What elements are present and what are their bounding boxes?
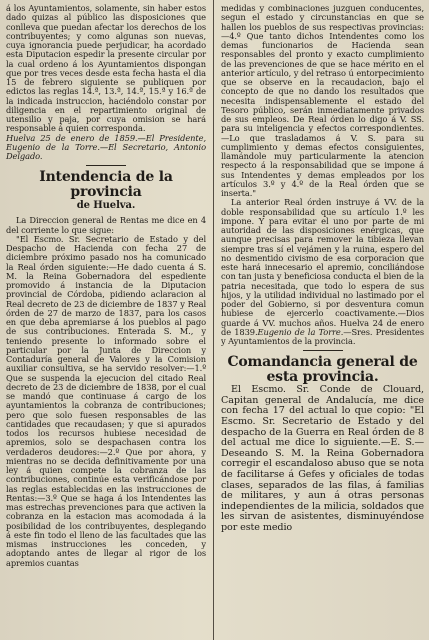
right-column: [221, 4, 424, 534]
section-heading-intendencia: Intendencia de la provincia: [39, 169, 173, 201]
responsibility-text: La anterior Real órden instruye á VV. de la doble responsabilidad que su artículo 1.º les impone. Y para evitar el uno por parte de mi autoridad de las disposiciones enérgicas, que aunque precisas para remover la tibieza llevan siempre tras sí el vejámen y la ruina, espero del no desmentido civismo de esa corporacion que este hará innecesario el apremio, conciliándose con tan justa y beneficiosa conducta el bien de la patria necesitada, que todo lo espera de sus hijos, y la utilidad individual no lastimado por el poder del Gobierno, si por desventura comun hubiese de ejercerlo coactivamente.—Dios guarde á VV. muchos años. Huelva 24 de enero de: [221, 197, 424, 337]
section-heading-comandancia: Comandancia general de esta provincia.: [227, 354, 418, 386]
comandancia-paragraph: El Escmo. Sr. Conde de Clouard, Capitan general de Andalucía, me dice con fecha 17 del actual lo que copio: "El Escmo. Sr. Secretario de Estado y del despacho de la Guerra en Real órden de 8 del actual me dice lo siguiente.—E. S.—Deseando S. M. la Reina Gobernadora corregir el escandaloso abuso que se nota de facilitarse á Gefes y oficiales de todas clases, separados de las filas, á familias de militares, y aun á otras personas independientes de la milicia, soldados que les sirvan de asistentes, disminuyéndose por este medio: [221, 384, 424, 533]
decree-paragraph: "El Escmo. Sr. Secretario de Estado y del Despacho de Hacienda con fecha 27 de diciembre próximo pasado nos ha comunicado la Real órden siguiente:—He dado cuenta á S. M. la Reina Gobernadora del espediente promovido á instancia de la Diputacion provincial de Córdoba, pidiendo aclaracion al Real decreto de 23 de diciembre de 1837 y Real órden de 27 de marzo de 1837, para los casos en que deba apremiarse á los pueblos al pago de sus contribuciones. Enterada S. M., y teniendo presente lo informado sobre el particular por la Junta de Direccion y Contaduría general de Valores y la Comision auxiliar consultiva, se ha servido resolver:—1.º Que se suspenda la ejecucion del citado Real decreto de 23 de diciembre de 1838, por el cual se mandó que continuase á cargo de los ayuntamientos la cobranza de contribuciones; pero que solo fuesen responsables de las cantidades que recaudasen; y que si apurados todos los recursos hubiese necesidad de apremios, solo se despachasen contra los verdaderos deudores:—2.º Que por ahora, y mientras no se decida definitivamente por una ley á quien compete la cobranza de las contribuciones, continúe esta verificándose por las reglas establecidas en las instrucciones de Rentas:—3.º Que se haga á los Intendentes las mas estrechas prevenciones para que activen la cobranza en la estacion mas acomodada á la posibilidad de los contribuyentes, desplegando á este fin todo el lleno de las facultades que las mismas instrucciones les conceden, y adoptando antes de llegar al rigor de los apremios cuantas: [6, 233, 206, 568]
responsibility-year: 1839.: [234, 326, 258, 337]
responsibility-signature: Eugenio de la Torre.: [257, 326, 344, 337]
responsibility-paragraph: [221, 198, 424, 346]
column-divider: [213, 0, 214, 640]
intro-paragraph: La Direccion general de Rentas me dice en 4 del corriente lo que sigue:: [6, 215, 206, 235]
responsibility-tail: —Sres. Presidentes y Ayuntamientos de la provincia.: [221, 326, 424, 346]
signature-date: Huelva 25 de enero de 1859.—El Presidente,: [6, 132, 206, 143]
section-divider-2: [303, 350, 343, 351]
signature-president: Eugenio de la Torre.: [6, 141, 100, 152]
signature-secretary: Antonio Delgado.: [6, 141, 206, 161]
left-column: [6, 4, 206, 568]
continuation-paragraph: medidas y combinaciones juzguen conducentes, segun el estado y circunstancias en que se hallen los pueblos de sus respectivas provincias:—4.º Que tanto dichos Intendentes como los demas funcionarios de Hacienda sean responsables del pronto y exacto cumplimiento de las prevenciones de que se hace mérito en el anterior artículo, y del retraso ú entorpecimiento que se observe en la recaudacion, bajo el concepto de que no dando los resultados que necesita indispensablemente el estado del Tesoro público, serán inmediatamente privados de sus empleos. De Real órden lo digo á V. SS. para su inteligencia y efectos correspondientes.—Lo que trasladamos á V. S. para su cumplimiento y demas efectos consiguientes, llamándole muy particularmente la atencion respecto á la responsabilidad que se impone á sus Intendentes y demas empleados por los artículos 3.º y 4.º de la Real órden que se inserta.": [221, 3, 424, 198]
signature-line: [6, 134, 206, 162]
signature-tail: —El Secretario,: [99, 141, 175, 152]
section-subheading: de Huelva.: [76, 200, 136, 212]
opening-paragraph: á los Ayuntamientos, solamente, sin haber estos dado quizas al público las disposiciones que conlleva que puedan afectar los derechos de los contribuyentes; y como algunas son nuevas, cuya ignorancia puede perjudicar, ha acordado esta Diputacion espedir la presente circular por la cual ordeno á los Ayuntamientos dispongan que por tres veces desde esta fecha hasta el dia 15 de febrero siguiente se publiquen por edictos las reglas 14.ª, 13.ª, 14.ª, 15.ª y 16.ª de la indicada instruccion, haciéndolo constar por diligencia en el repartimiento original de utensilio y paja, por cuya omision se hará responsable á quien corresponda.: [6, 3, 206, 134]
section-divider: [86, 165, 126, 166]
